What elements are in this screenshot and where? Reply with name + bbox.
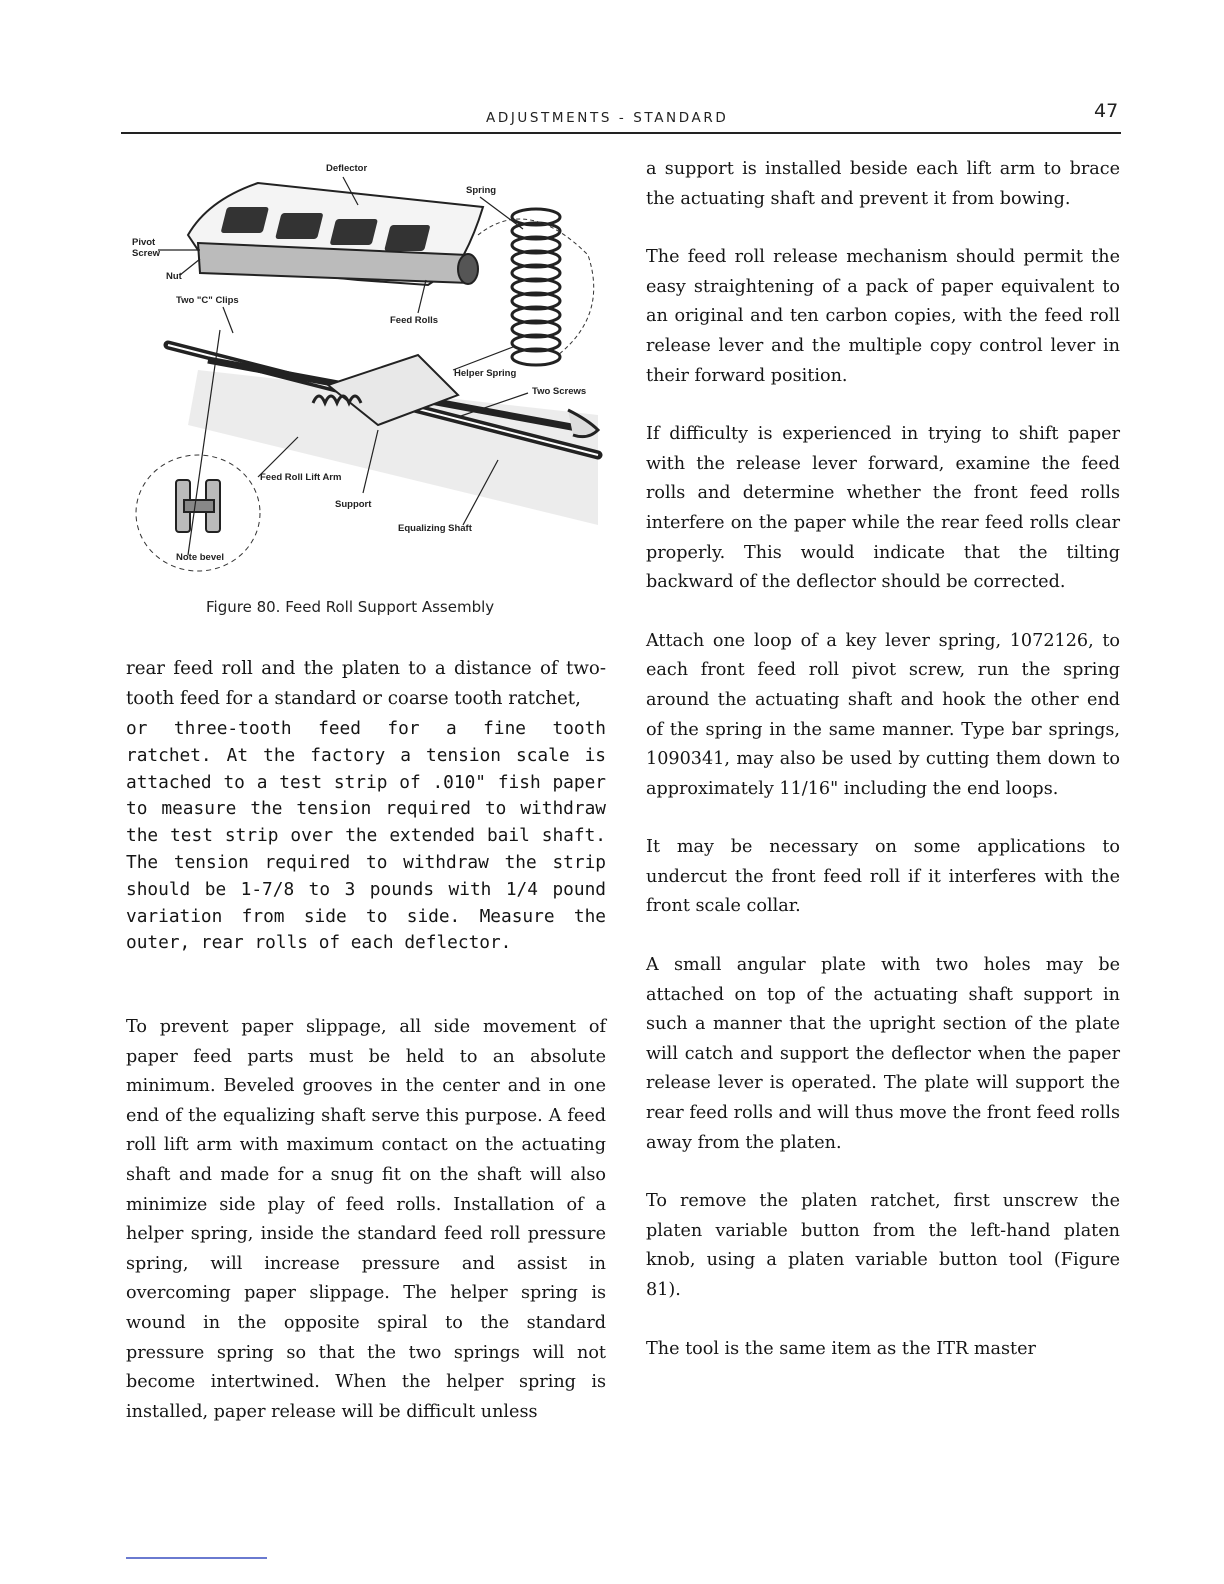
label-pivot: Pivot — [132, 237, 156, 248]
label-screw: Screw — [132, 248, 160, 259]
right-paragraph-7: To remove the platen ratchet, first unscrew the platen variable button from the left-hand platen knob, using a platen variable button tool (Figure 81). — [646, 1191, 1120, 1300]
right-paragraph-3: If difficulty is experienced in trying to shift paper with the release lever forward, examine the feed rolls and determine whether the front feed rolls interfere on the paper while the rear feed rolls clear properly. This would indicate that the tilting backward of the deflector should be corrected. — [646, 424, 1120, 593]
label-equalizing-shaft: Equalizing Shaft — [398, 523, 472, 534]
right-paragraph-4: Attach one loop of a key lever spring, 1072126, to each front feed roll pivot screw, run the spring around the actuating shaft and hook the other end of the spring in the same manner. Type bar springs, 1090341, may also be used by cutting them down to approximately 11/16" including the end loops. — [646, 630, 1120, 799]
left-paragraph-2: To prevent paper slippage, all side movement of paper feed parts must be held to an absolute minimum. Beveled grooves in the center and in one end of the equalizing shaft serve this purpose. A feed roll lift arm with maximum contact on the actuating shaft and made for a snug fit on the shaft will also minimize side play of feed rolls. Installation of a helper spring, inside the standard feed roll pressure spring, will increase pressure and assist in overcoming paper slippage. The helper spring is wound in the opposite spiral to the standard pressure spring so that the two springs will not become intertwined. When the helper spring is installed, paper release will be difficult unless — [126, 1017, 606, 1422]
deflector-slot — [275, 213, 323, 239]
feed-roll-end — [458, 254, 478, 284]
label-support: Support — [335, 499, 372, 510]
figure-caption: Figure 80. Feed Roll Support Assembly — [206, 598, 495, 616]
label-feed-rolls: Feed Rolls — [390, 315, 439, 326]
deflector-slot — [384, 225, 430, 251]
right-paragraph-1: a support is installed beside each lift arm to brace the actuating shaft and prevent it from bowing. — [646, 159, 1120, 209]
label-helper-spring: Helper Spring — [454, 368, 517, 379]
left-column-top — [126, 654, 606, 957]
left-paragraph-1-continued: or three-tooth feed for a fine tooth ratchet. At the factory a tension scale is attached to a test strip of .010" fish paper to measure the tension required to withdraw the test strip over the extended bail shaft. The tension required to withdraw the strip should be 1-7/8 to 3 pounds with 1/4 pound variation from side to side. Measure the outer, rear rolls of each deflector. — [126, 718, 606, 954]
footer-rule — [126, 1557, 267, 1559]
label-nut: Nut — [166, 271, 182, 282]
feed-roll-support-figure — [128, 155, 608, 585]
right-column — [646, 155, 1120, 1364]
header-rule — [121, 132, 1121, 134]
right-paragraph-2: The feed roll release mechanism should permit the easy straightening of a pack of paper equivalent to an original and ten carbon copies, with the feed roll release lever and the multiple copy control lever in their forward position. — [646, 247, 1120, 386]
right-paragraph-6: A small angular plate with two holes may be attached on top of the actuating shaft support in such a manner that the upright section of the plate will catch and support the deflector when the paper release lever is operated. The plate will support the rear feed rolls and will thus move the front feed rolls away from the platen. — [646, 955, 1120, 1153]
right-paragraph-8: The tool is the same item as the ITR master — [646, 1338, 1036, 1359]
label-spring: Spring — [466, 185, 497, 196]
label-lift-arm: Feed Roll Lift Arm — [260, 472, 342, 483]
left-paragraph-1: rear feed roll and the platen to a distance of two-tooth feed for a standard or coarse tooth ratchet, — [126, 658, 606, 709]
page-number: 47 — [1094, 100, 1119, 122]
pressure-spring — [512, 209, 560, 365]
right-paragraph-5: It may be necessary on some applications to undercut the front feed roll if it interferes with the front scale collar. — [646, 837, 1120, 917]
label-deflector: Deflector — [326, 163, 368, 174]
deflector-slot — [330, 219, 378, 245]
label-note-bevel: Note bevel — [176, 552, 225, 563]
label-two-screws: Two Screws — [532, 386, 587, 397]
label-c-clips: Two "C" Clips — [176, 295, 239, 306]
running-header: ADJUSTMENTS - STANDARD — [486, 110, 729, 126]
deflector-slot — [221, 207, 269, 233]
left-column-bottom — [126, 1013, 606, 1427]
